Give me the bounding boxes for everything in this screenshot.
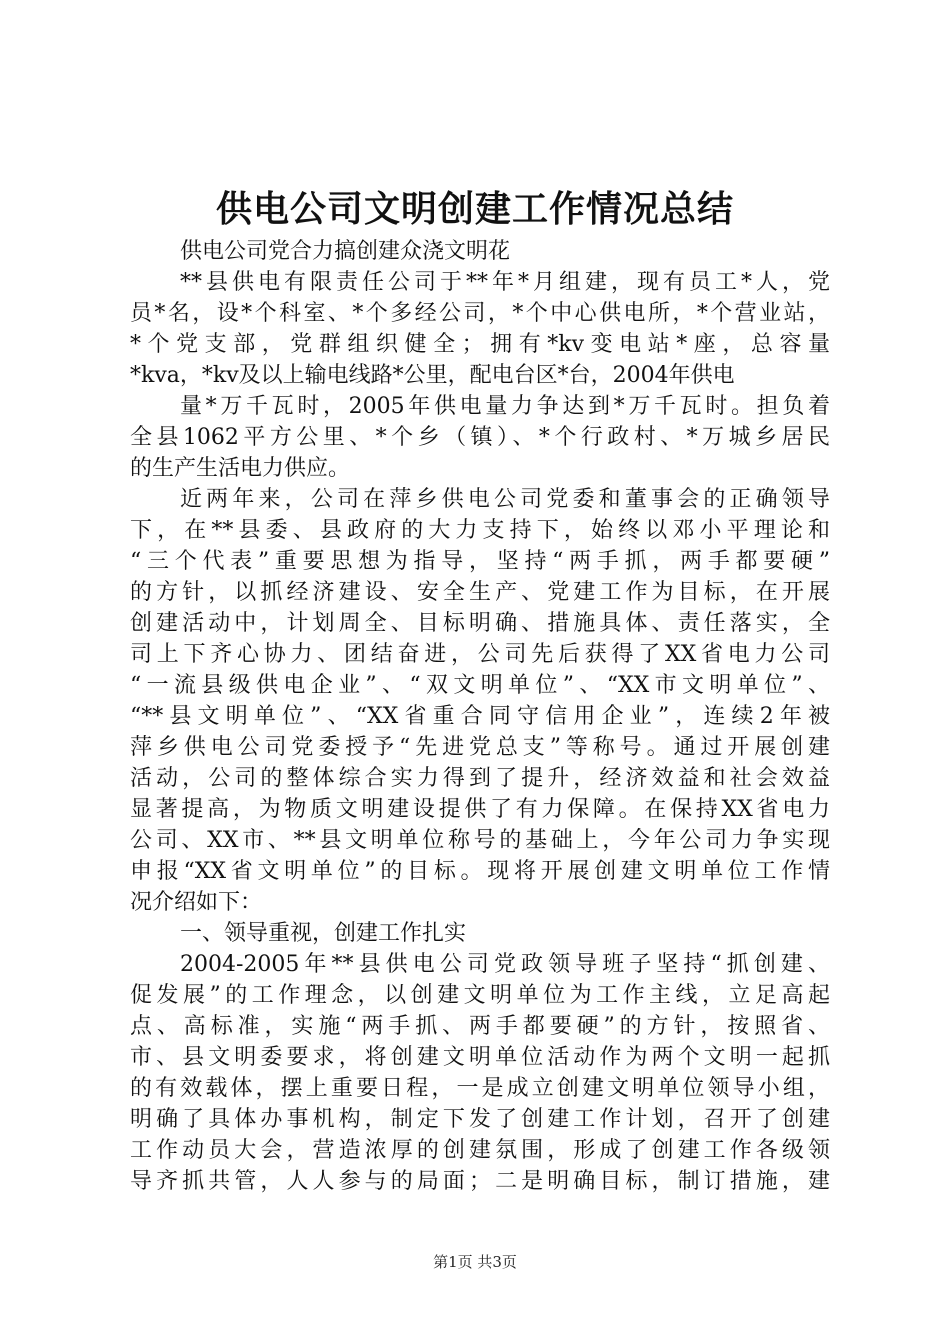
text-line: “三个代表”重要思想为指导，坚持“两手抓，两手都要硬” [130,549,830,574]
text-line: 促发展”的工作理念，以创建文明单位为工作主线，立足高起 [130,983,830,1008]
text-line: 供电公司党合力搞创建众浇文明花 [180,239,511,264]
document-title: 供电公司文明创建工作情况总结 [215,188,734,230]
text-line: *个党支部，党群组织健全；拥有*kv变电站*座，总容量 [130,332,830,357]
text-line: 全县1062平方公里、*个乡（镇）、*个行政村、*万城乡居民 [130,425,830,450]
text-line: 2004-2005年**县供电公司党政领导班子坚持“抓创建、 [180,952,830,977]
text-line: 活动，公司的整体综合实力得到了提升，经济效益和社会效益 [130,766,830,791]
text-line: 创建活动中，计划周全、目标明确、措施具体、责任落实，全 [130,611,830,636]
text-line: 的生产生活电力供应。 [130,456,351,481]
text-line: 显著提高，为物质文明建设提供了有力保障。在保持XX省电力 [130,797,830,822]
text-line: 市、县文明委要求，将创建文明单位活动作为两个文明一起抓 [130,1045,830,1070]
text-line: 公司、XX市、**县文明单位称号的基础上，今年公司力争实现 [130,828,830,853]
text-line: 况介绍如下： [130,890,263,915]
text-line: “**县文明单位”、“XX省重合同守信用企业”，连续2年被 [130,704,830,729]
text-line: “一流县级供电企业”、“双文明单位”、“XX市文明单位”、 [130,673,830,698]
text-line: 一、领导重视，创建工作扎实 [180,921,467,946]
text-line: 下，在**县委、县政府的大力支持下，始终以邓小平理论和 [130,518,830,543]
text-line: 员*名，设*个科室、*个多经公司，*个中心供电所，*个营业站， [130,301,830,326]
text-line: 的有效载体，摆上重要日程，一是成立创建文明单位领导小组， [130,1076,830,1101]
text-line: 萍乡供电公司党委授予“先进党总支”等称号。通过开展创建 [130,735,830,760]
text-line: 导齐抓共管，人人参与的局面；二是明确目标，制订措施，建 [130,1169,830,1194]
text-line: 点、高标准，实施“两手抓、两手都要硬”的方针，按照省、 [130,1014,830,1039]
text-line: 量*万千瓦时，2005年供电量力争达到*万千瓦时。担负着 [180,394,830,419]
document-body [130,236,830,1197]
text-line: 工作动员大会，营造浓厚的创建氛围，形成了创建工作各级领 [130,1138,830,1163]
text-line: 司上下齐心协力、团结奋进，公司先后获得了XX省电力公司 [130,642,830,667]
page-footer: 第1页 共3页 [433,1253,517,1271]
text-line: 明确了具体办事机构，制定下发了创建工作计划，召开了创建 [130,1107,830,1132]
text-line: 近两年来，公司在萍乡供电公司党委和董事会的正确领导 [180,487,830,512]
text-line: *kva，*kv及以上输电线路*公里，配电台区*台，2004年供电 [130,363,735,388]
text-line: 申报“XX省文明单位”的目标。现将开展创建文明单位工作情 [130,859,830,884]
text-line: **县供电有限责任公司于**年*月组建，现有员工*人，党 [180,270,830,295]
text-line: 的方针，以抓经济建设、安全生产、党建工作为目标，在开展 [130,580,830,605]
